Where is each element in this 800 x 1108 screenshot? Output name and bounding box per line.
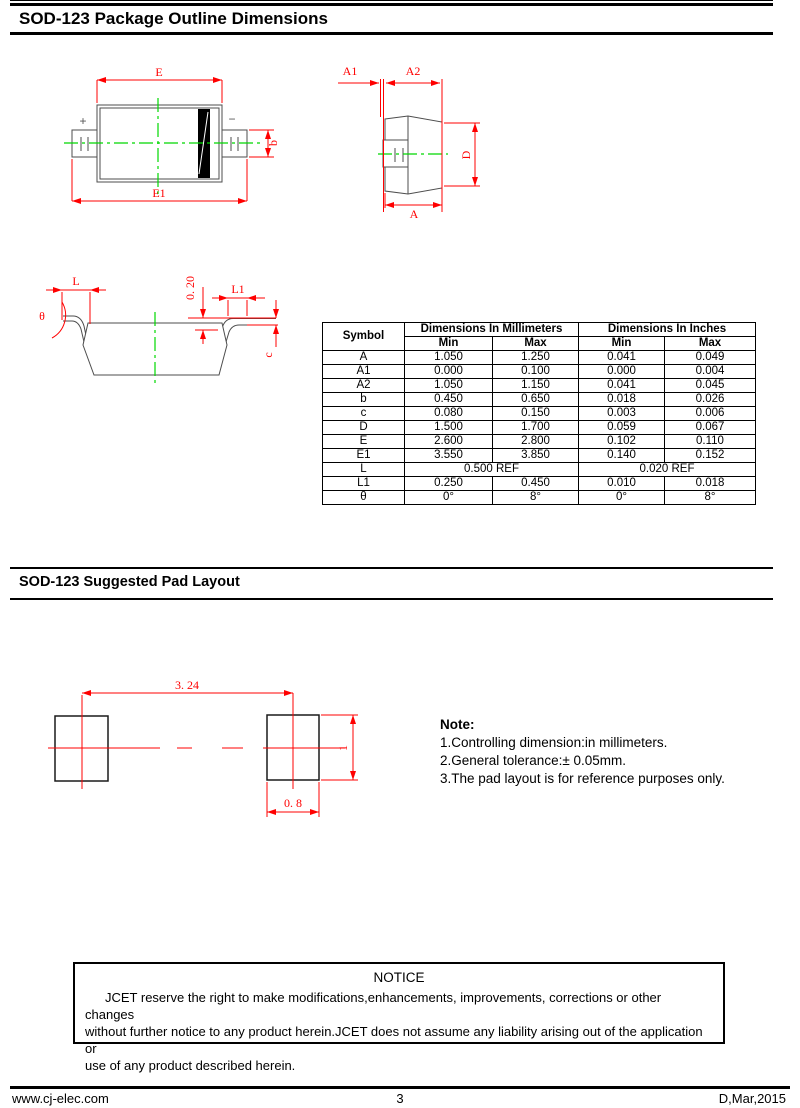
cell-mm-max: 0.150	[493, 407, 579, 421]
dim-label-pad-width: 0. 8	[284, 796, 302, 810]
dim-label-pitch: 3. 24	[175, 678, 199, 692]
cell-mm-max: 1.250	[493, 351, 579, 365]
cell-symbol: c	[323, 407, 405, 421]
table-row	[323, 365, 756, 379]
table-row	[323, 463, 756, 477]
cell-in-max: 0.006	[665, 407, 756, 421]
cell-mm-min: 0.080	[405, 407, 493, 421]
cell-symbol: E1	[323, 449, 405, 463]
cell-in-max: 0.049	[665, 351, 756, 365]
divider-over-title2	[10, 567, 773, 569]
table-row	[323, 491, 756, 505]
table-row	[323, 449, 756, 463]
plus-polarity-label: +	[79, 114, 87, 128]
header-in-max: Max	[665, 337, 756, 351]
cell-in-ref: 0.020 REF	[579, 463, 756, 477]
cell-mm-max: 0.100	[493, 365, 579, 379]
footer-revision-date: D,Mar,2015	[718, 1091, 786, 1106]
footer-page-number: 3	[396, 1091, 404, 1106]
cell-mm-max: 1.700	[493, 421, 579, 435]
note-item: 1.Controlling dimension:in millimeters.	[440, 735, 668, 750]
cell-in-max: 0.045	[665, 379, 756, 393]
cell-mm-min: 1.050	[405, 379, 493, 393]
notice-box	[73, 962, 725, 1073]
cell-mm-max: 0.650	[493, 393, 579, 407]
dim-label-E: E	[155, 65, 163, 79]
cell-in-max: 0.018	[665, 477, 756, 491]
notice-line: JCET reserve the right to make modifications,enhancements, improvements, corrections or other changes	[85, 990, 662, 1022]
cell-mm-max: 0.450	[493, 477, 579, 491]
cell-in-min: 0°	[579, 491, 665, 505]
cell-in-max: 0.004	[665, 365, 756, 379]
notice-line: without further notice to any product herein.JCET does not assume any liability arising out of the application or	[85, 1024, 703, 1056]
cell-mm-min: 2.600	[405, 435, 493, 449]
cell-symbol: E	[323, 435, 405, 449]
table-row	[323, 435, 756, 449]
cell-in-min: 0.003	[579, 407, 665, 421]
side-profile-drawing	[28, 252, 293, 392]
dim-label-A1: A1	[342, 64, 358, 78]
cell-symbol: b	[323, 393, 405, 407]
cell-mm-min: 0.250	[405, 477, 493, 491]
dim-label-D: D	[459, 150, 473, 160]
cell-symbol: L1	[323, 477, 405, 491]
dim-label-standoff: 0. 20	[183, 276, 197, 300]
dim-label-L1: L1	[231, 282, 245, 296]
cell-symbol: A2	[323, 379, 405, 393]
cell-mm-min: 3.550	[405, 449, 493, 463]
cell-in-min: 0.041	[579, 351, 665, 365]
cell-in-max: 0.110	[665, 435, 756, 449]
header-symbol: Symbol	[323, 323, 405, 351]
dim-label-b: b	[266, 140, 280, 146]
dimension-lines	[48, 693, 358, 817]
table-row	[323, 379, 756, 393]
header-inch-group: Dimensions In Inches	[579, 323, 756, 337]
top-view-drawing	[40, 52, 285, 207]
cell-in-min: 0.140	[579, 449, 665, 463]
cell-symbol: D	[323, 421, 405, 435]
note-item: 3.The pad layout is for reference purposes only.	[440, 771, 725, 786]
package-end-outline	[383, 116, 442, 194]
dimensions-table	[322, 322, 756, 505]
table-header-row	[323, 323, 756, 337]
note-title: Note:	[440, 717, 475, 732]
minus-polarity-label: −	[228, 112, 236, 126]
table-row	[323, 421, 756, 435]
cell-in-max: 0.026	[665, 393, 756, 407]
divider-under-title1	[10, 32, 773, 35]
cell-in-max: 0.067	[665, 421, 756, 435]
dim-label-A2: A2	[405, 64, 421, 78]
notice-title: NOTICE	[373, 970, 425, 985]
dim-label-pad-height: 1	[336, 745, 350, 751]
cell-symbol: L	[323, 463, 405, 477]
cell-mm-max: 3.850	[493, 449, 579, 463]
cell-mm-ref: 0.500 REF	[405, 463, 579, 477]
cell-in-min: 0.102	[579, 435, 665, 449]
cell-in-min: 0.041	[579, 379, 665, 393]
divider-top-thick	[10, 3, 773, 6]
cell-mm-max: 2.800	[493, 435, 579, 449]
pad-layout-drawing	[40, 675, 370, 820]
cell-mm-max: 1.150	[493, 379, 579, 393]
header-mm-min: Min	[405, 337, 493, 351]
dim-label-c: c	[261, 352, 275, 358]
dim-label-theta: θ	[39, 309, 45, 323]
footer-divider	[10, 1086, 790, 1089]
cell-mm-min: 0.450	[405, 393, 493, 407]
cell-mm-min: 0°	[405, 491, 493, 505]
footer-website: www.cj-elec.com	[12, 1091, 109, 1106]
cell-mm-min: 0.000	[405, 365, 493, 379]
dim-label-E1: E1	[152, 186, 166, 200]
header-in-min: Min	[579, 337, 665, 351]
note-block	[440, 716, 725, 788]
end-view-drawing	[330, 55, 490, 225]
section-title-outline: SOD-123 Package Outline Dimensions	[19, 9, 328, 28]
section-title-pad-layout: SOD-123 Suggested Pad Layout	[19, 574, 240, 590]
header-mm-max: Max	[493, 337, 579, 351]
cell-symbol: A1	[323, 365, 405, 379]
table-row	[323, 351, 756, 365]
divider-top-thin	[10, 0, 773, 1]
note-item: 2.General tolerance:± 0.05mm.	[440, 753, 627, 768]
cell-in-max: 0.152	[665, 449, 756, 463]
cell-in-min: 0.018	[579, 393, 665, 407]
notice-line: use of any product described herein.	[85, 1058, 296, 1073]
package-profile-outline	[63, 316, 276, 375]
cell-mm-max: 8°	[493, 491, 579, 505]
dim-label-A: A	[409, 207, 419, 221]
left-lead	[63, 316, 87, 340]
cell-in-min: 0.059	[579, 421, 665, 435]
divider-under-title2	[10, 598, 773, 600]
cell-in-max: 8°	[665, 491, 756, 505]
table-row	[323, 393, 756, 407]
cell-in-min: 0.000	[579, 365, 665, 379]
header-mm-group: Dimensions In Millimeters	[405, 323, 579, 337]
cell-mm-min: 1.500	[405, 421, 493, 435]
cell-symbol: θ	[323, 491, 405, 505]
cell-mm-min: 1.050	[405, 351, 493, 365]
cell-symbol: A	[323, 351, 405, 365]
table-row	[323, 407, 756, 421]
dim-label-L: L	[72, 274, 80, 288]
table-row	[323, 477, 756, 491]
cell-in-min: 0.010	[579, 477, 665, 491]
